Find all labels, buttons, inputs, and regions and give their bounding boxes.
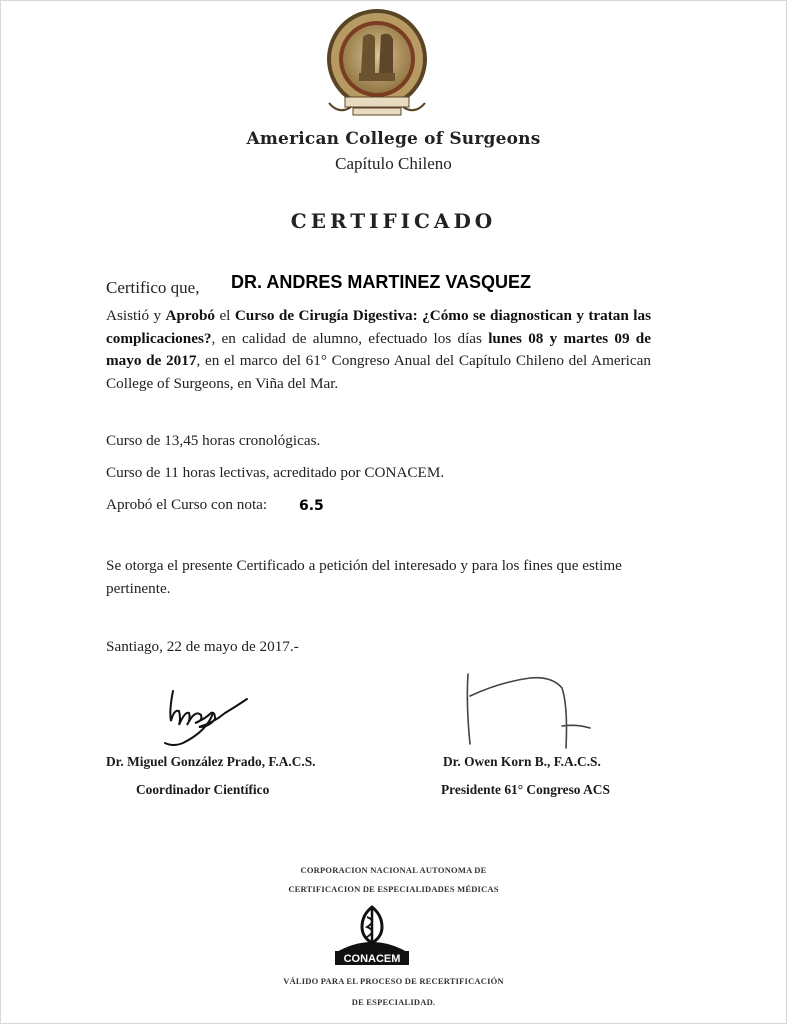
conacem-logo-icon — [331, 903, 413, 967]
document-title: CERTIFICADO — [290, 209, 497, 233]
hours-chronological: Curso de 13,45 horas cronológicas. — [106, 432, 321, 449]
svg-text:CONACEM: CONACEM — [343, 953, 401, 965]
body-bold: Aprobó — [165, 307, 216, 324]
body-text: , en calidad de alumno, efectuado los días — [211, 329, 489, 347]
signer-1-name: Dr. Miguel González Prado, F.A.C.S. — [106, 754, 316, 769]
signer-2-name: Dr. Owen Korn B., F.A.C.S. — [443, 754, 601, 769]
body-paragraph — [106, 305, 651, 395]
body-text: el — [215, 307, 235, 324]
date-line: Santiago, 22 de mayo de 2017.- — [106, 638, 299, 655]
certify-label: Certifico que, — [106, 278, 200, 297]
org-name: American College of Surgeons — [246, 129, 541, 149]
statement-paragraph: Se otorga el presente Certificado a petición del interesado y para los fines que estime pertinente. — [106, 557, 622, 597]
footer-org-line-2: CERTIFICACION DE ESPECIALIDADES MÉDICAS — [288, 884, 499, 894]
course-dates: lunes 08 y martes 09 de mayo de 2017 — [106, 329, 651, 369]
footer-org-line-1: CORPORACION NACIONAL AUTONOMA DE — [300, 865, 487, 875]
footer-validity-line-1: VÁLIDO PARA EL PROCESO DE RECERTIFICACIÓN — [283, 976, 504, 986]
chapter-name: Capítulo Chileno — [335, 154, 452, 173]
signer-1-role: Coordinador Científico — [136, 782, 270, 797]
hours-lective: Curso de 11 horas lectivas, acreditado por CONACEM. — [106, 464, 445, 481]
body-text: Asistió y — [106, 307, 166, 324]
grade-label: Aprobó el Curso con nota: — [106, 496, 268, 513]
signature-image — [456, 666, 596, 761]
footer-validity-line-2: DE ESPECIALIDAD. — [351, 997, 436, 1007]
student-name: DR. ANDRES MARTINEZ VASQUEZ — [231, 272, 532, 292]
signature-image — [151, 673, 281, 753]
body-text: , en el marco del 61° Congreso Anual del Capítulo Chileno del American College of Surgeons, en Viña del Mar. — [106, 352, 651, 392]
signer-2-role: Presidente 61° Congreso ACS — [441, 782, 610, 797]
course-name: Curso de Cirugía Digestiva: ¿Cómo se diagnostican y tratan las complicaciones? — [106, 307, 652, 347]
acs-seal-icon — [323, 7, 431, 123]
grade-value: 6.5 — [299, 498, 324, 514]
